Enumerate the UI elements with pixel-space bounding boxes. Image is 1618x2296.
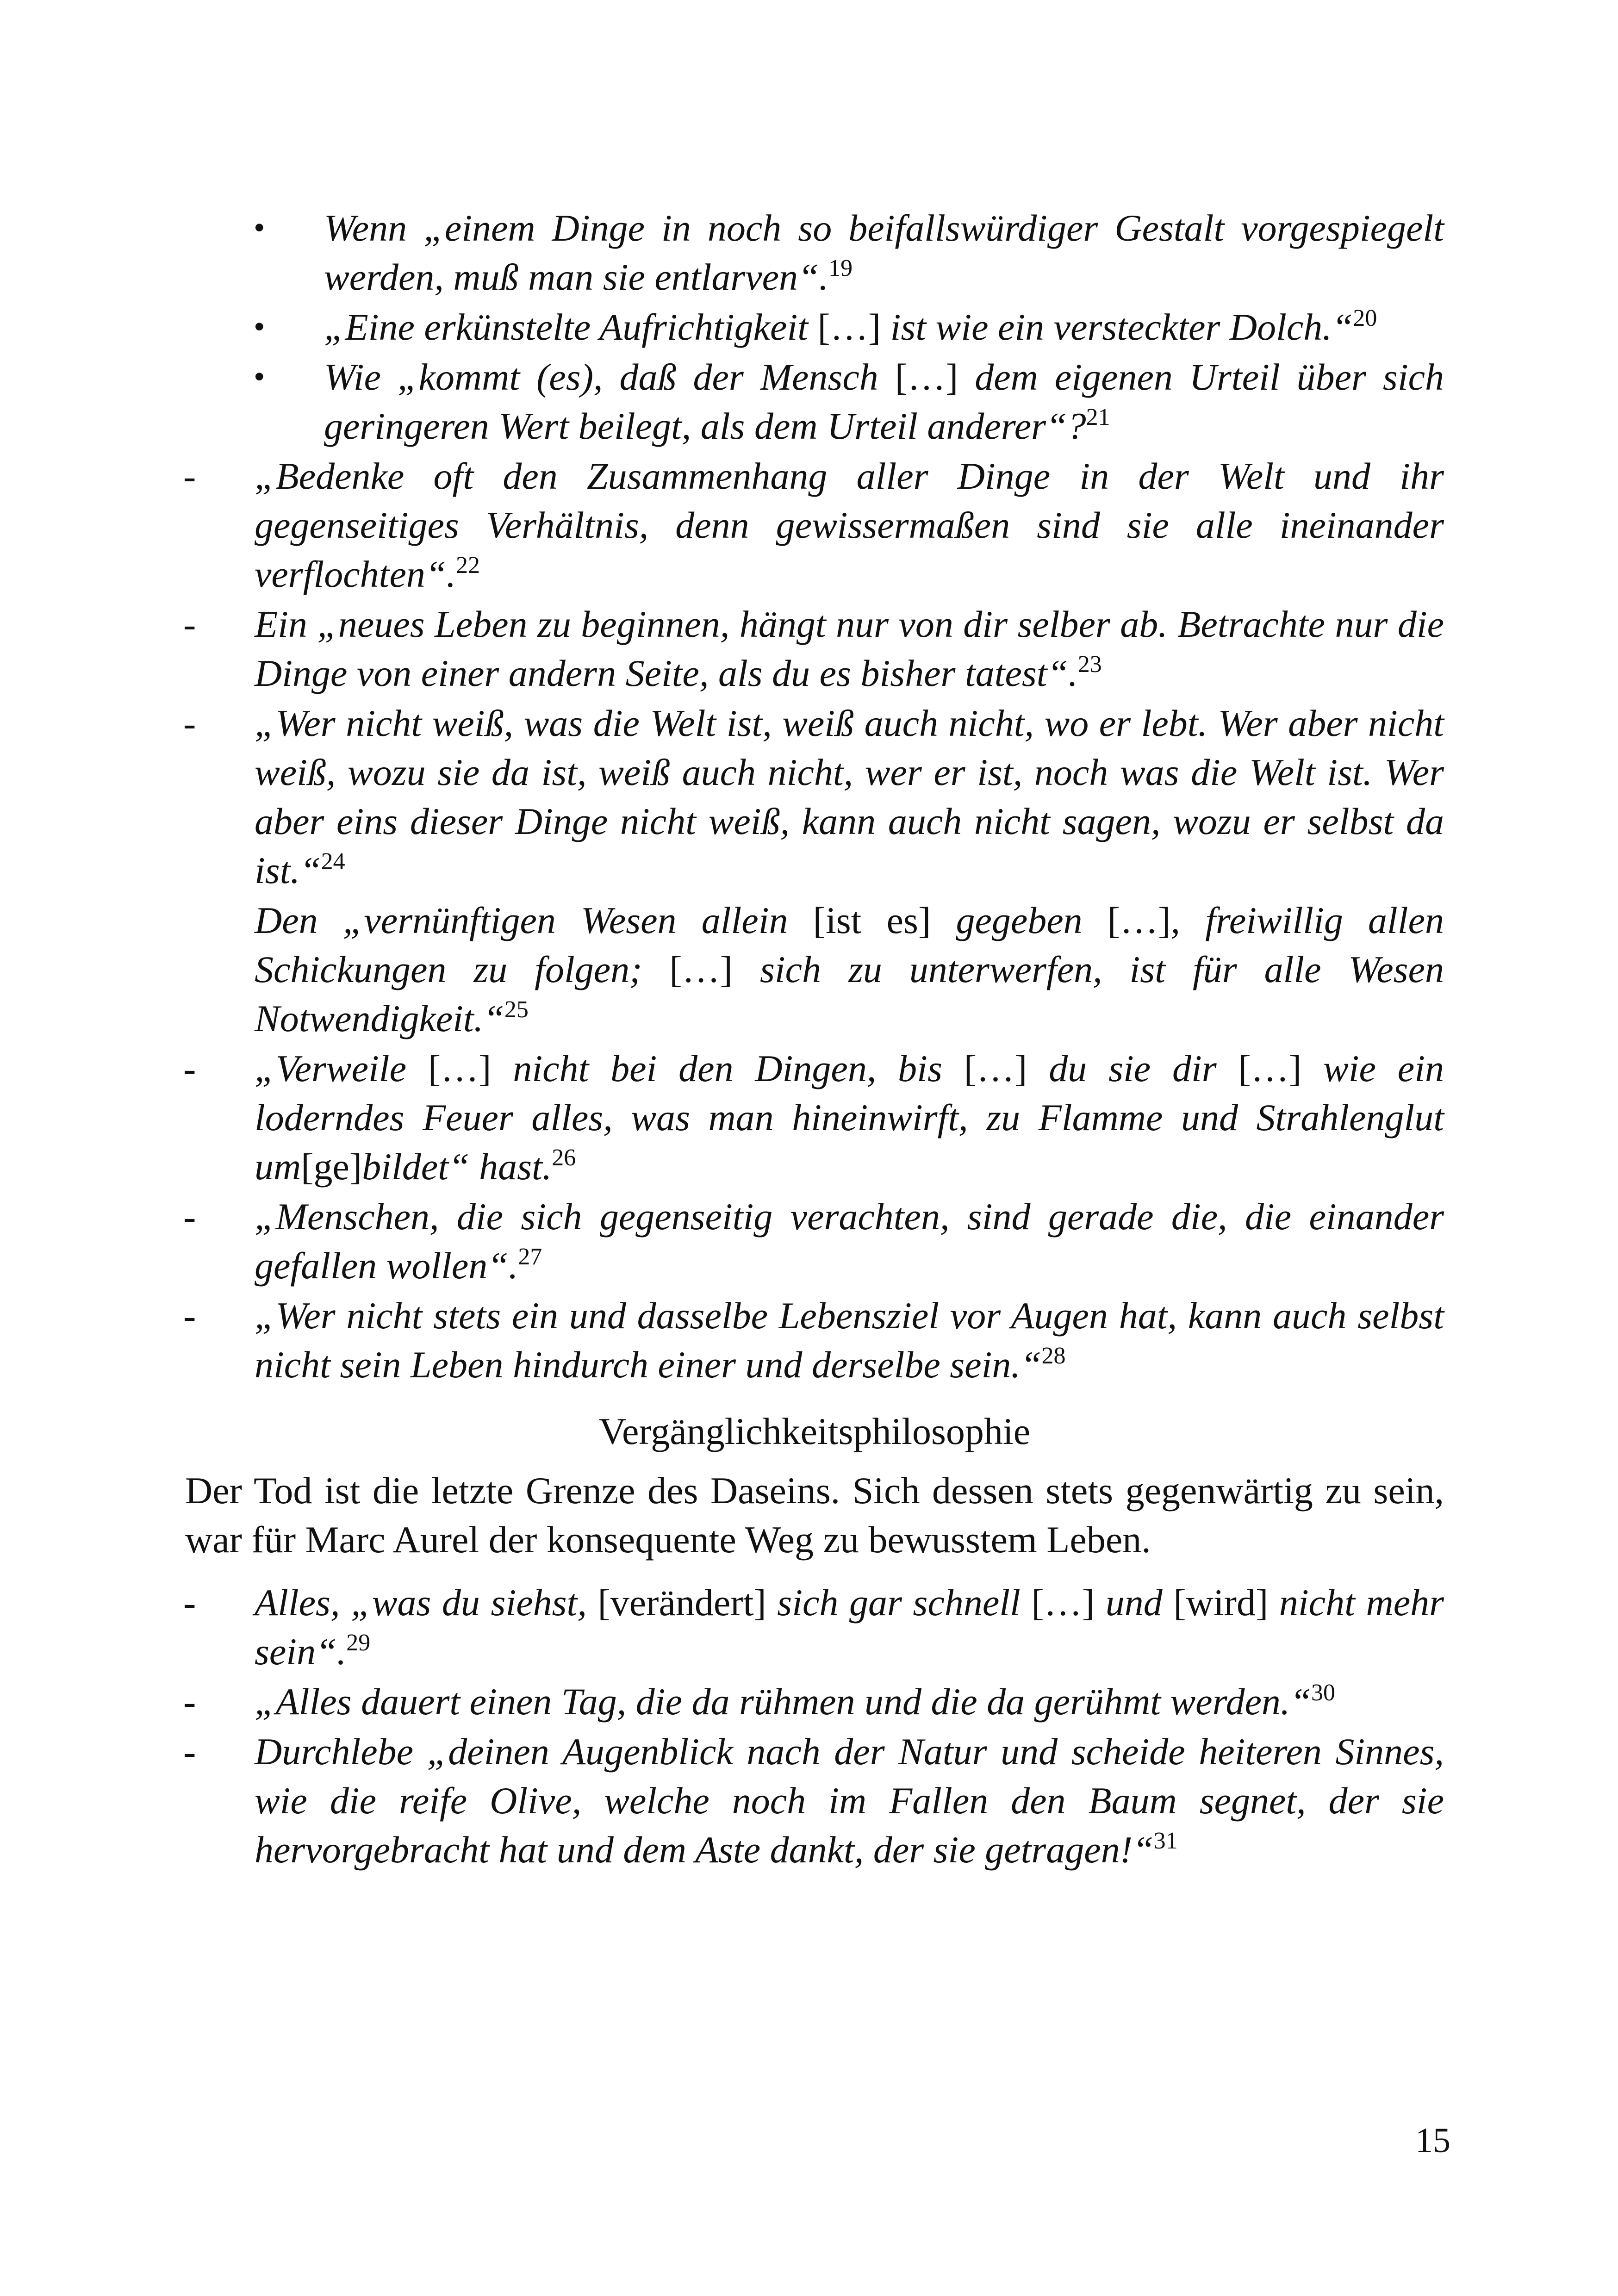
footnote-ref: 27 [518, 1244, 542, 1270]
dash-marker: - [183, 1294, 196, 1337]
quote-text: „Verweile [255, 1047, 428, 1089]
footnote-ref: 20 [1353, 305, 1377, 331]
page-number: 15 [1415, 2121, 1450, 2160]
list-item [185, 1677, 1444, 1726]
editorial-insert: […] [964, 1047, 1027, 1089]
bullet-list [185, 204, 1444, 451]
list-item [185, 1044, 1444, 1191]
quote-list-1 [185, 452, 1444, 895]
editorial-insert: […] [1238, 1047, 1302, 1089]
bullet-marker: • [254, 309, 265, 345]
dash-marker: - [183, 1195, 196, 1238]
quote-text: sich zu unterwerfen, ist für alle Wesen Notwendigkeit.“ [255, 948, 1444, 1039]
quote-text: sich gar schnell [766, 1581, 1032, 1624]
editorial-insert: […] [895, 356, 958, 398]
footnote-ref: 19 [828, 255, 853, 281]
list-item [185, 353, 1444, 451]
dash-marker: - [183, 702, 196, 744]
list-item [185, 204, 1444, 302]
list-item [185, 1727, 1444, 1874]
dash-marker: - [183, 603, 196, 645]
list-item [185, 1192, 1444, 1290]
editorial-insert: […] [1107, 899, 1171, 941]
quote-text: bildet“ hast. [362, 1145, 552, 1188]
dash-marker: - [183, 1730, 196, 1773]
list-item [185, 1291, 1444, 1389]
quote-text: Wie „kommt (es), daß der Mensch [324, 356, 895, 398]
quote-text: Ein „neues Leben zu beginnen, hängt nur von dir selber ab. Betrachte nur die Dinge von einer andern Seite, als du es bisher tatest“. [255, 603, 1444, 694]
section-heading: Vergänglichkeitsphilosophie [598, 1410, 1031, 1452]
footnote-ref: 21 [1086, 404, 1110, 430]
quote-list-2 [185, 1044, 1444, 1389]
list-item [185, 600, 1444, 698]
quote-text: „Menschen, die sich gegenseitig verachten, sind gerade die, die einander gefallen wollen“. [255, 1195, 1444, 1287]
quote-text: „Bedenke oft den Zusammenhang aller Dinge in der Welt und ihr gegenseitiges Verhältnis, denn gewissermaßen sind sie alle ineinander verflochten“. [255, 455, 1444, 595]
quote-text: ist wie ein versteckter Dolch.“ [881, 306, 1353, 348]
quote-text: nicht mehr sein“. [255, 1581, 1444, 1673]
quote-text: dem eigenen Urteil über sich geringeren Wert beilegt, als dem Urteil anderer“? [324, 356, 1444, 447]
quote-text: gegeben [931, 899, 1108, 941]
quote-text: und [1095, 1581, 1174, 1624]
bullet-marker: • [254, 210, 265, 246]
quote-text: „Alles dauert einen Tag, die da rühmen und die da gerühmt werden.“ [255, 1680, 1311, 1723]
editorial-insert: [ge] [301, 1145, 362, 1188]
footnote-ref: 26 [552, 1145, 576, 1171]
footnote-ref: 29 [346, 1630, 371, 1656]
footnote-ref: 23 [1077, 651, 1102, 678]
dash-marker: - [183, 1047, 196, 1089]
footnote-ref: 22 [455, 552, 480, 579]
footnote-ref: 31 [1153, 1828, 1178, 1854]
quote-text: „Eine erkünstelte Aufrichtigkeit [324, 306, 818, 348]
dash-marker: - [183, 1581, 196, 1624]
editorial-insert: […] [817, 306, 881, 348]
footnote-ref: 25 [504, 996, 529, 1023]
dash-marker: - [183, 1680, 196, 1723]
editorial-insert: […] [669, 948, 733, 990]
editorial-insert: [verändert] [597, 1581, 766, 1624]
quote-text: Wenn „einem Dinge in noch so beifallswürdiger Gestalt vorgespiegelt werden, muß man sie entlarven“. [324, 207, 1444, 298]
editorial-insert: [wird] [1173, 1581, 1269, 1624]
list-item [185, 452, 1444, 599]
quote-text: Durchlebe „deinen Augenblick nach der Natur und scheide heiteren Sinnes, wie die reife Olive, welche noch im Fallen den Baum segnet, der sie hervorgebracht hat und dem Aste dankt, der sie getragen!“ [255, 1730, 1444, 1871]
quote-continuation [185, 896, 1444, 1043]
bullet-marker: • [254, 359, 265, 395]
quote-text: um [255, 1145, 301, 1188]
page-content [185, 204, 1444, 1875]
footnote-ref: 30 [1311, 1680, 1335, 1706]
list-item [185, 699, 1444, 895]
quote-text: Alles, „was du siehst, [255, 1581, 598, 1624]
quote-text: Den „vernünftigen Wesen allein [255, 899, 813, 941]
dash-marker: - [183, 455, 196, 497]
quote-text: „Wer nicht weiß, was die Welt ist, weiß auch nicht, wo er lebt. Wer aber nicht weiß, wozu sie da ist, weiß auch nicht, wer er ist, noch was die Welt ist. Wer aber eins dieser Dinge nicht weiß, kann auch nicht sagen, wozu er selbst da ist.“ [255, 702, 1444, 891]
quote-text: du sie dir [1027, 1047, 1238, 1089]
editorial-insert: [ist es] [813, 899, 931, 941]
list-item [185, 1578, 1444, 1676]
quote-list-3 [185, 1578, 1444, 1874]
footnote-ref: 28 [1041, 1343, 1066, 1369]
quote-text: , freiwillig allen Schickungen zu folgen; [255, 899, 1444, 990]
quote-text: wie ein loderndes Feuer alles, was man hineinwirft, zu Flamme und Strahlenglut [255, 1047, 1444, 1139]
footnote-ref: 24 [321, 848, 345, 875]
quote-text: nicht bei den Dingen, bis [491, 1047, 964, 1089]
editorial-insert: […] [428, 1047, 492, 1089]
editorial-insert: […] [1031, 1581, 1095, 1624]
intro-paragraph: Der Tod ist die letzte Grenze des Daseins. Sich dessen stets gegenwärtig zu sein, war für Marc Aurel der konsequente Weg zu bewusstem Leben. [185, 1469, 1444, 1561]
quote-text: „Wer nicht stets ein und dasselbe Lebensziel vor Augen hat, kann auch selbst nicht sein Leben hindurch einer und derselbe sein.“ [255, 1294, 1444, 1386]
list-item [185, 303, 1444, 352]
